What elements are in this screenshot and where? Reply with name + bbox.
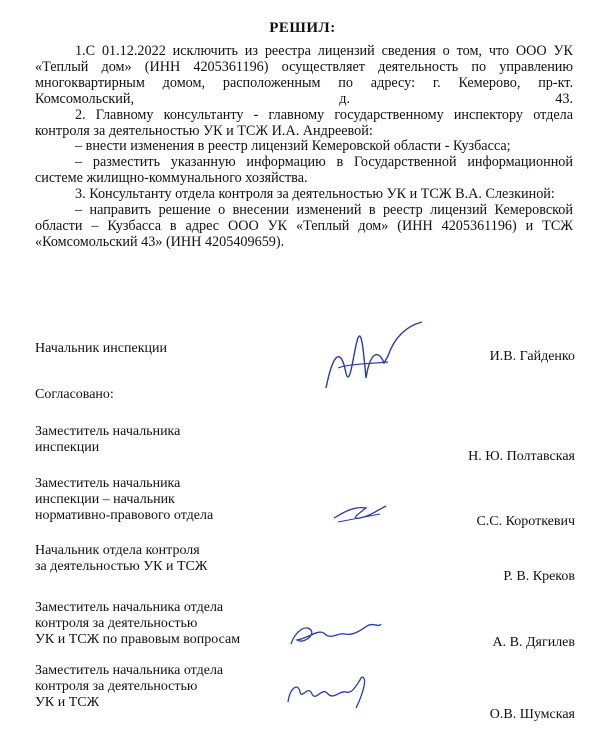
paragraph-2-item-1: – внести изменения в реестр лицензий Кемеровской области - Кузбасса;	[75, 138, 511, 155]
signer-name: А. В. Дягилев	[492, 635, 575, 650]
signer-name: О.В. Шумская	[489, 707, 575, 722]
paragraph-2: 2. Главному консультанту - главному государственному инспектору отдела контроля за деятельностью УК и ТСЖ И.А. Андреевой:	[35, 106, 573, 139]
signer-title-line-1: Заместитель начальника отдела	[35, 600, 224, 615]
signer-name: И.В. Гайденко	[489, 349, 575, 364]
paragraph-2-item-2: – разместить указанную информацию в Государственной информационной системе жилищно-коммунального хозяйства.	[35, 154, 573, 187]
signer-title-line-2: контроля за деятельностью	[35, 679, 198, 694]
signer-title-line-1: Заместитель начальника отдела	[35, 663, 224, 678]
agreed-label: Согласовано:	[35, 387, 114, 402]
signer-title-line-1: Начальник отдела контроля	[35, 543, 200, 558]
signer-name: С.С. Короткевич	[476, 514, 575, 529]
signer-title-line-2: инспекции	[35, 440, 100, 455]
signer-title-line-3: УК и ТСЖ	[35, 695, 100, 710]
agreed-label-block	[35, 387, 575, 405]
signer-title-line-2: за деятельностью УК и ТСЖ	[35, 559, 208, 574]
handwritten-signature-icon	[330, 500, 390, 526]
paragraph-1: 1.С 01.12.2022 исключить из реестра лицензий сведения о том, что ООО УК «Теплый дом» (ИНН 4205361196) осуществляет деятельность по управлению многоквартирным домом, расположенным по адресу: г. Кемерово, пр-кт. Комсомольский, д. 43.	[35, 43, 573, 107]
decision-heading: РЕШИЛ:	[269, 20, 336, 36]
signer-title-line-1: Заместитель начальника	[35, 424, 181, 439]
signer-title-line-3: УК и ТСЖ по правовым вопросам	[35, 632, 241, 647]
signer-title-line-2: контроля за деятельностью	[35, 616, 198, 631]
signature-approver-1	[35, 424, 575, 464]
handwritten-signature-icon	[318, 318, 428, 398]
signature-approver-2	[35, 476, 575, 528]
signature-approver-3	[35, 543, 575, 583]
signer-title-line-1: Заместитель начальника	[35, 476, 181, 491]
handwritten-signature-icon	[282, 668, 382, 712]
signer-title-line-2: инспекции – начальник	[35, 492, 175, 507]
decision-body	[35, 44, 573, 251]
signer-title-line-3: нормативно-правового отдела	[35, 508, 214, 523]
signature-chief	[35, 341, 575, 381]
signer-name: Р. В. Креков	[503, 569, 575, 584]
handwritten-signature-icon	[285, 614, 385, 654]
signer-title: Начальник инспекции	[35, 341, 167, 356]
paragraph-3-item-1: – направить решение о внесении изменений в реестр лицензий Кемеровской области – Кузбасса в адрес ООО УК «Теплый дом» (ИНН 4205361196) и ТСЖ «Комсомольский 43» (ИНН 4205409659).	[35, 202, 573, 250]
signer-name: Н. Ю. Полтавская	[468, 449, 575, 464]
paragraph-3: 3. Консультанту отдела контроля за деятельностью УК и ТСЖ В.А. Слезкиной:	[75, 186, 555, 203]
